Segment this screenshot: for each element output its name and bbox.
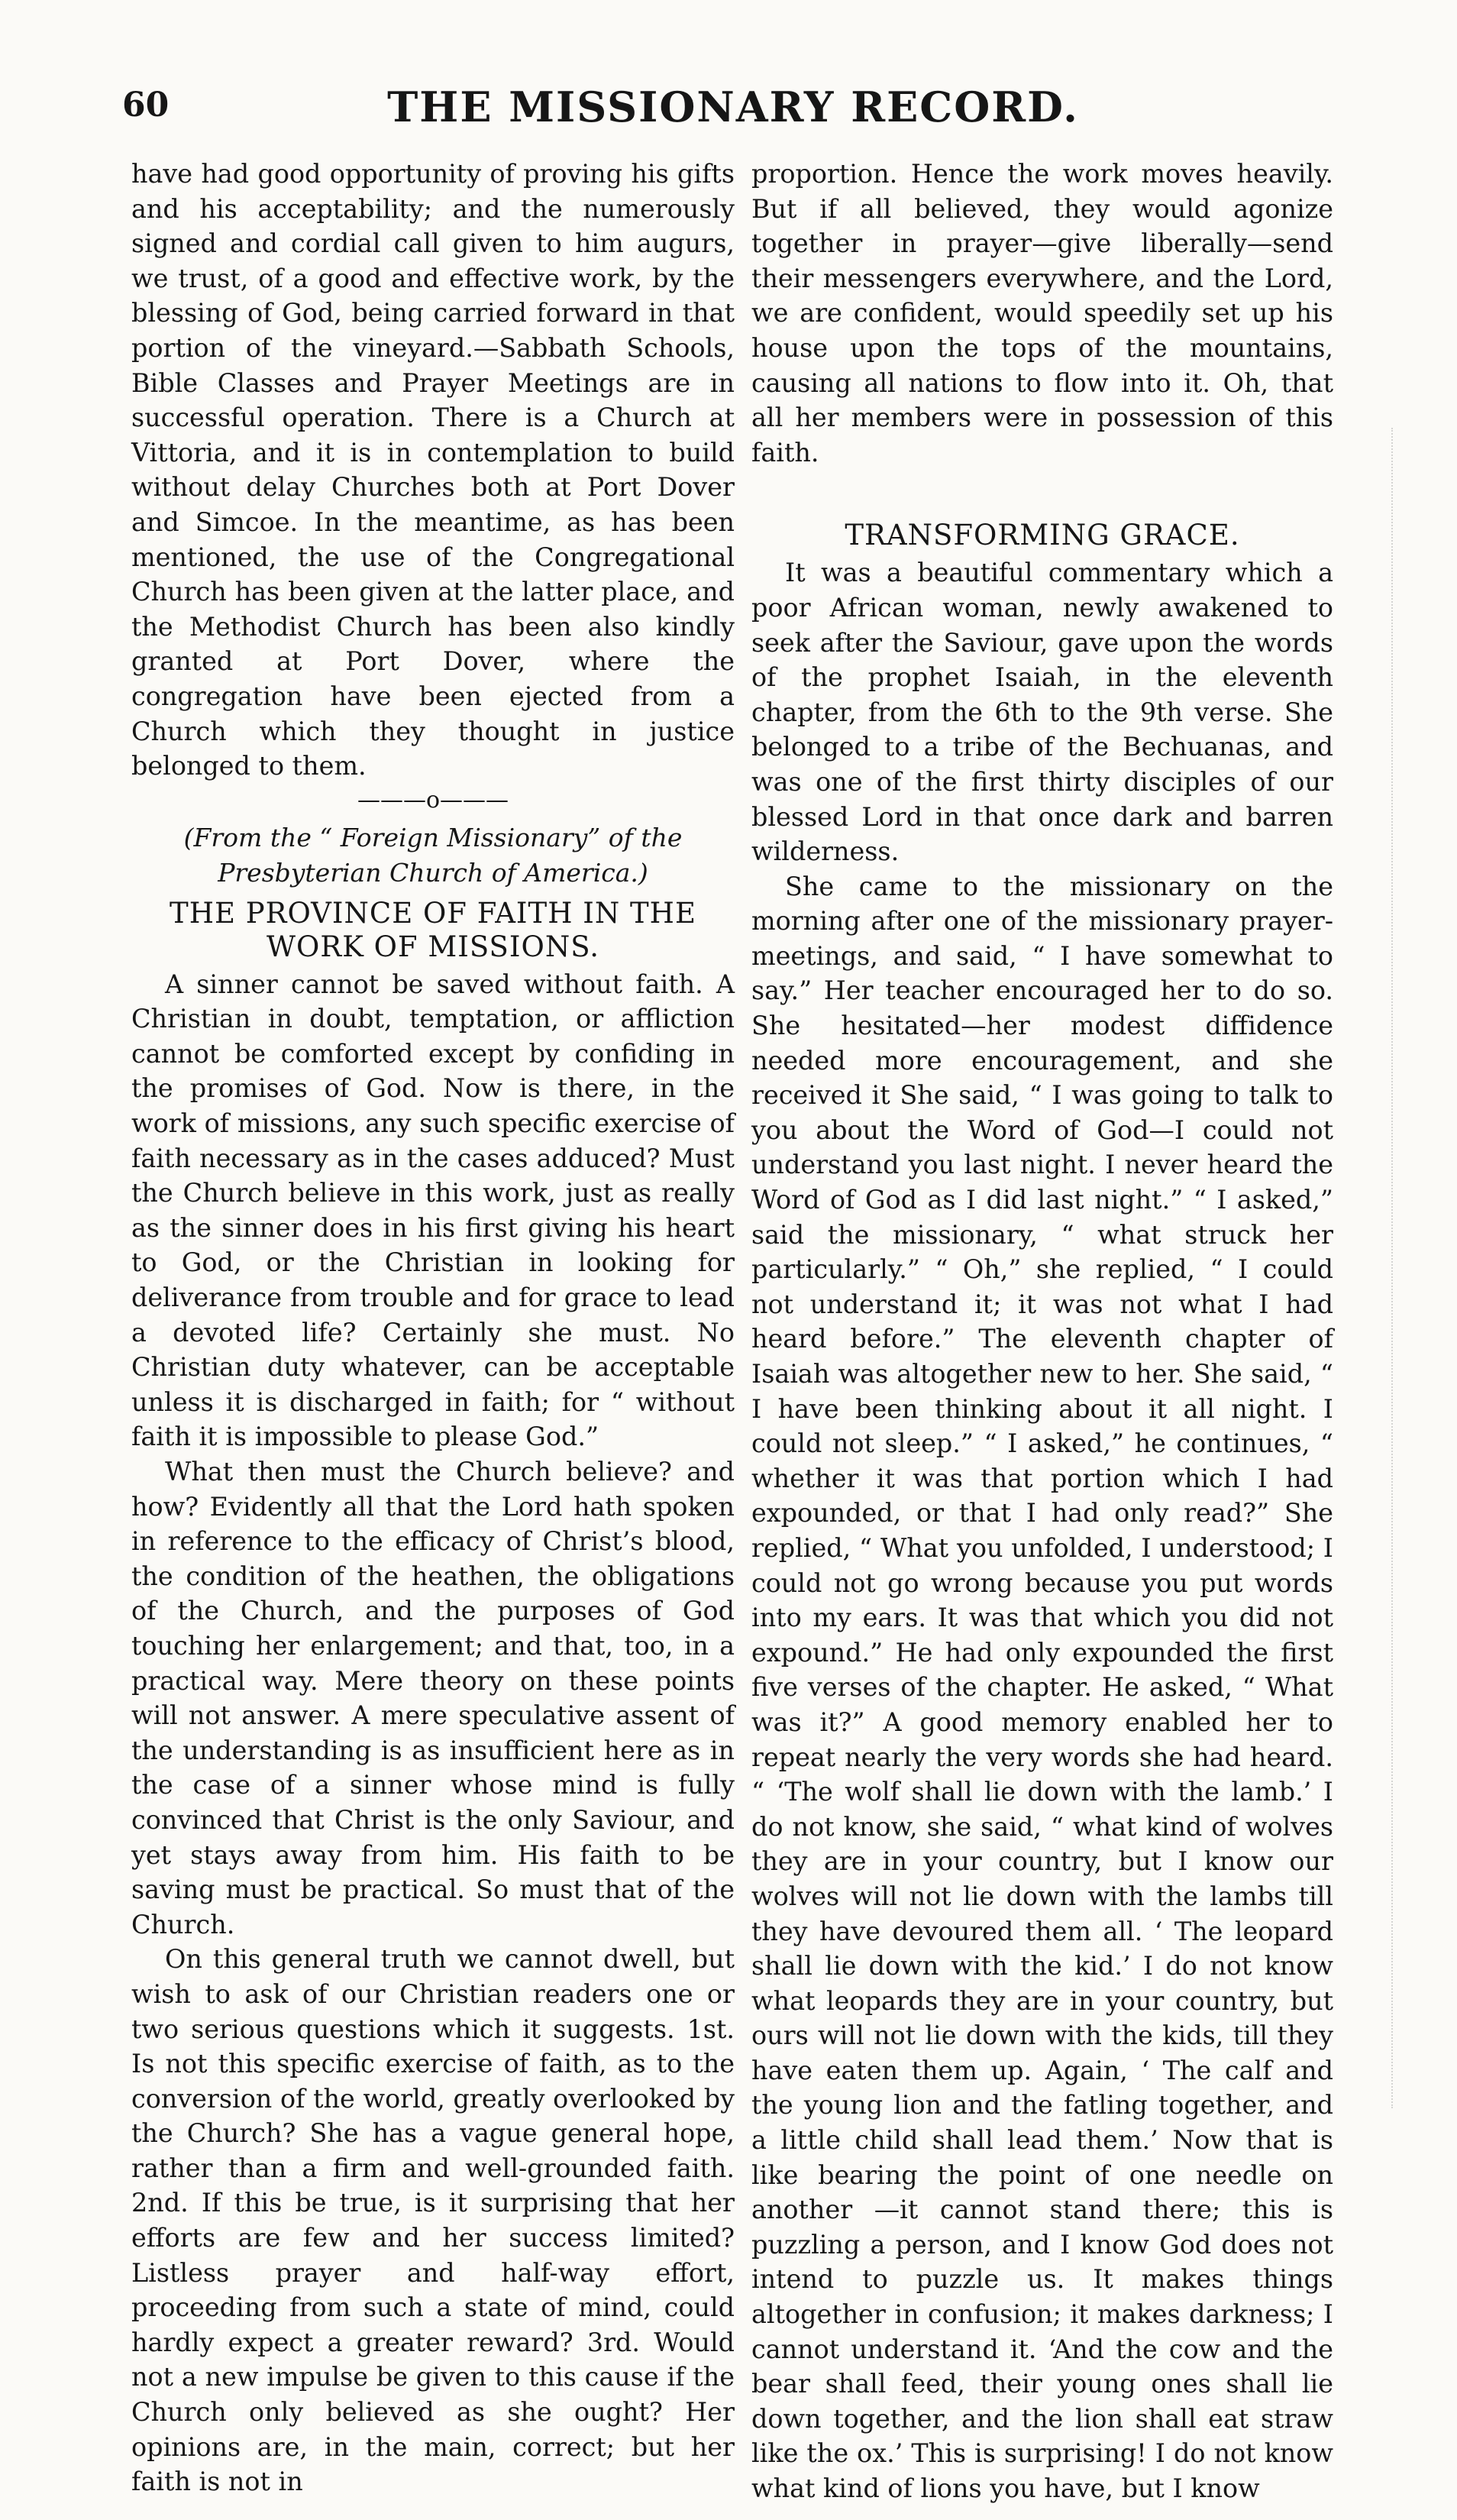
page-header [122, 82, 1344, 147]
article-paragraph: On this general truth we cannot dwell, but wish to ask of our Christian readers one or two serious questions which it suggests. 1st. Is not this specific exercise of faith, as to the conversion of the world, greatly overlooked by the Church? She has a vague general hope, rather than a firm and well-grounded faith. 2nd. If this be true, is it surprising that her efforts are few and her success limited? Listless prayer and half-way effort, proceeding from such a state of mind, could hardly expect a greater reward? 3rd. Would not a new impulse be given to this cause if the Church only believed as she ought? Her opinions are, in the main, correct; but her faith is not in [131, 1944, 735, 2497]
running-title: THE MISSIONARY RECORD. [387, 82, 1079, 131]
separator-rule: ———o——— [357, 786, 509, 814]
article-paragraph: A sinner cannot be saved without faith. A Christian in doubt, temptation, or affliction cannot be comforted except by confiding in the promises of God. Now is there, in the work of missions, any such specific exercise of faith necessary as in the cases adduced? Must the Church believe in this work, just as really as the sinner does in his first giving his heart to God, or the Christian in looking for deliverance from trouble and for grace to lead a devoted life? Certainly she must. No Christian duty whatever, can be acceptable unless it is discharged in faith; for “ without faith it is impossible to please God.” [131, 969, 735, 1452]
article-paragraph: It was a beautiful commentary which a poor African woman, newly awakened to seek after the Saviour, gave upon the words of the prophet Isaiah, in the eleventh chapter, from the 6th to the 9th verse. She belonged to a tribe of the Bechuanas, and was one of the first thirty disciples of our blessed Lord in that once dark and barren wilderness. [751, 558, 1333, 867]
left-column [131, 157, 735, 2499]
continuation-paragraph: proportion. Hence the work moves heavily. But if all believed, they would agonize together in prayer—give liberally—send their messengers everywhere, and the Lord, we are confident, would speedily set up his house upon the tops of the mountains, causing all nations to flow into it. Oh, that all her members were in possession of this faith. [751, 159, 1333, 467]
article-paragraph: She came to the missionary on the morning after one of the missionary prayer-meetings, and said, “ I have somewhat to say.” Her teacher encouraged her to do so. She hesitated—her modest diffidence needed more encouragement, and she received it She said, “ I was going to talk to you about the Word of God—I could not understand you last night. I never heard the Word of God as I did last night.” “ I asked,” said the missionary, “ what struck her particularly.” “ Oh,” she replied, “ I could not understand it; it was not what I had heard before.” The eleventh chapter of Isaiah was altogether new to her. She said, “ I have been thinking about it all night. I could not sleep.” “ I asked,” he continues, “ whether it was that portion which I had expounded, or that I had only read?” She replied, “ What you unfolded, I understood; I could not go wrong because you put words into my ears. It was that which you did not expound.” He had only expounded the first five verses of the chapter. He asked, “ What was it?” A good memory enabled her to repeat nearly the very words she had heard. “ ‘The wolf shall lie down with the lamb.’ I do not know, she said, “ what kind of wolves they are in your country, but I know our wolves will not lie down with the lambs till they have devoured them all. ‘ The leopard shall lie down with the kid.’ I do not know what leopards they are in your country, but ours will not lie down with the kids, till they have eaten them up. Again, ‘ The calf and the young lion and the fatling together, and a little child shall lead them.’ Now that is like bearing the point of one needle on another —it cannot stand there; this is puzzling a person, and I know God does not intend to puzzle us. It makes things altogether in confusion; it makes darkness; I cannot understand it. ‘And the cow and the bear shall feed, their young ones shall lie down together, and the lion shall eat straw like the ox.’ This is surprising! I do not know what kind of lions you have, but I know [751, 871, 1333, 2503]
intro-paragraph: have had good opportunity of proving his gifts and his acceptability; and the numerously signed and cordial call given to him augurs, we trust, of a good and effective work, by the blessing of God, being carried forward in that portion of the vineyard.—Sabbath Schools, Bible Classes and Prayer Meetings are in successful operation. There is a Church at Vittoria, and it is in contemplation to build without delay Churches both at Port Dover and Simcoe. In the meantime, as has been mentioned, the use of the Congregational Church has been given at the latter place, and the Methodist Church has been also kindly granted at Port Dover, where the congregation have been ejected from a Church which they thought in justice belonged to them. [131, 159, 735, 781]
source-note: (From the “ Foreign Missionary” of the Presbyterian Church of America.) [183, 822, 683, 888]
article-title: TRANSFORMING GRACE. [845, 519, 1240, 552]
page-number: 60 [122, 86, 170, 125]
right-column [751, 157, 1333, 2506]
margin-marks [1376, 428, 1393, 2108]
article-title: THE PROVINCE OF FAITH IN THE WORK OF MISSIONS. [170, 896, 696, 963]
article-paragraph: What then must the Church believe? and how? Evidently all that the Lord hath spoken in reference to the efficacy of Christ’s blood, the condition of the heathen, the obligations of the Church, and the purposes of God touching her enlargement; and that, too, in a practical way. Mere theory on these points will not answer. A mere speculative assent of the understanding is as insufficient here as in the case of a sinner whose mind is fully convinced that Christ is the only Saviour, and yet stays away from him. His faith to be saving must be practical. So must that of the Church. [131, 1457, 735, 1939]
